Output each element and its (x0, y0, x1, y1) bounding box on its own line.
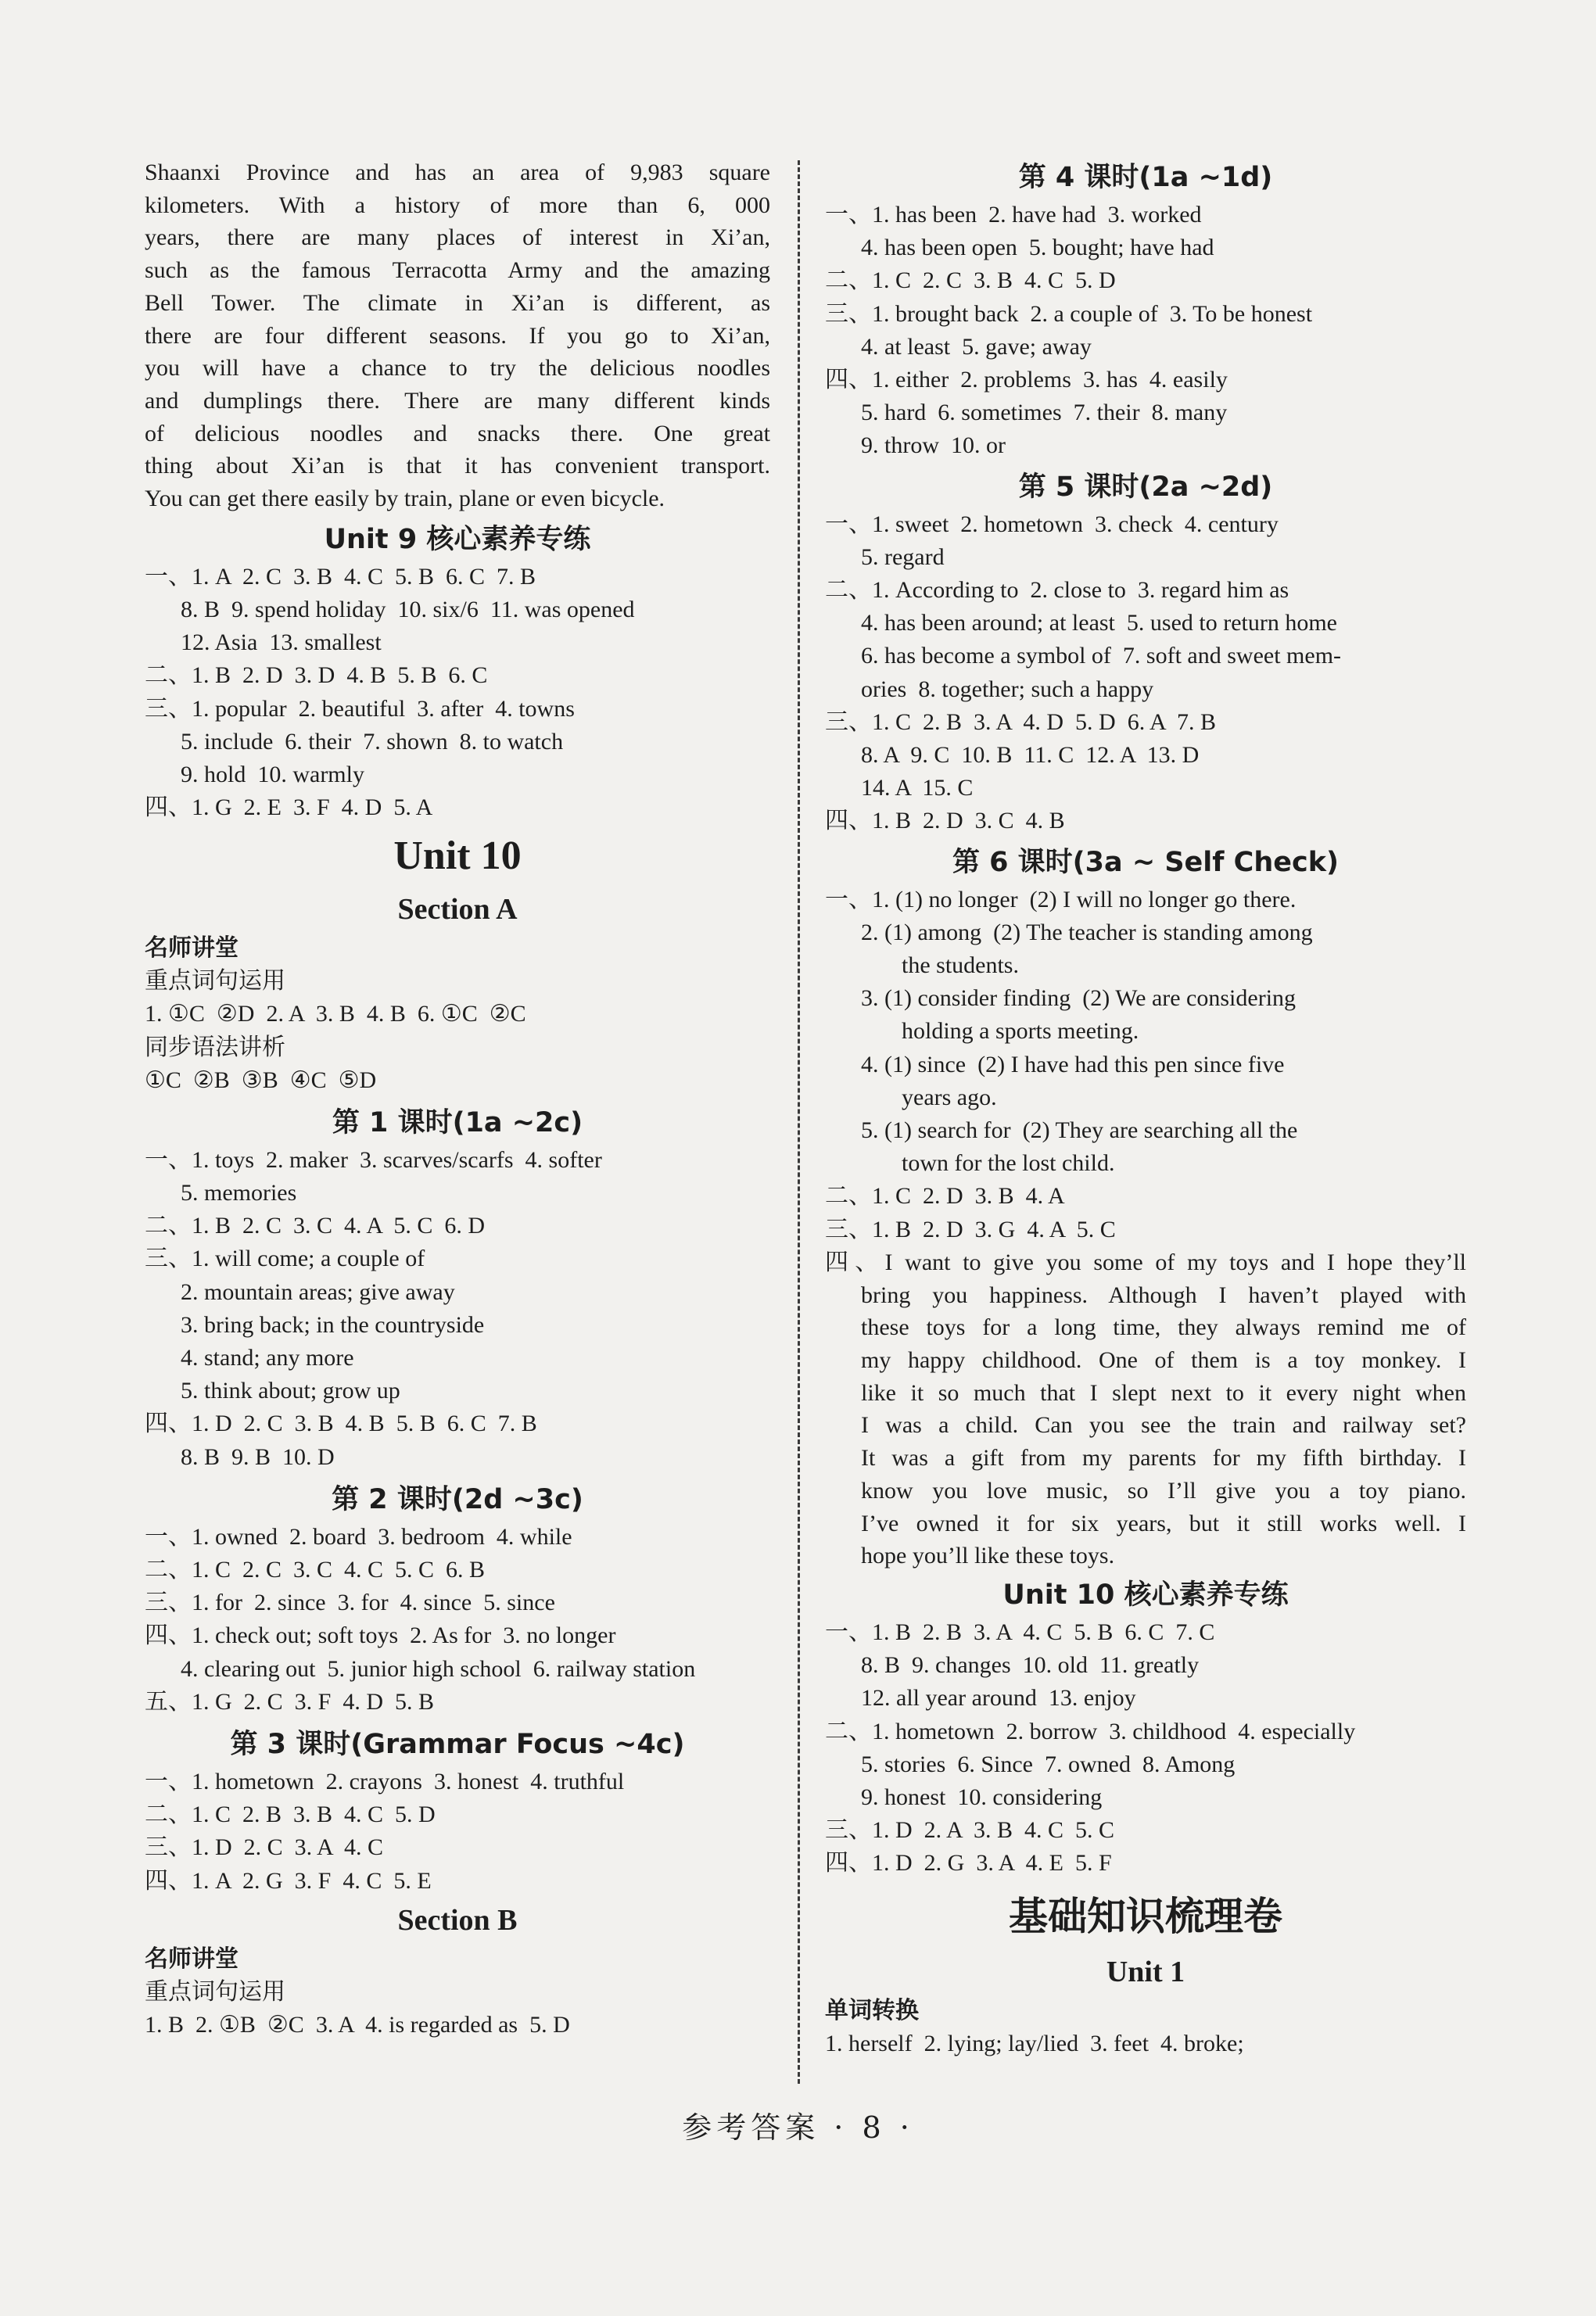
essay-line: 四、I want to give you some of my toys and I hope they’ll (825, 1249, 1466, 1275)
answer-line: 二、1. C 2. C 3. C 4. C 5. C 6. B (145, 1557, 486, 1583)
page-footer: 参考答案 · 8 · (682, 2110, 914, 2145)
answer-line: 三、1. will come; a couple of (145, 1246, 425, 1272)
answer-line: 三、1. for 2. since 3. for 4. since 5. since (145, 1590, 555, 1616)
answer-line: 二、1. B 2. D 3. D 4. B 5. B 6. C (145, 662, 488, 689)
answer-line: 二、1. C 2. D 3. B 4. A (825, 1183, 1065, 1210)
zhongdian-b-answers: 1. B 2. ①B ②C 3. A 4. is regarded as 5. D (145, 2011, 570, 2038)
unit10-core-title: Unit 10 核心素养专练 (1002, 1579, 1289, 1611)
answer-line: 二、1. C 2. C 3. B 4. C 5. D (825, 267, 1116, 294)
lesson3-answers (145, 1766, 770, 1898)
answer-line: 3. (1) consider finding (2) We are considering (861, 985, 1297, 1012)
passage-line: of delicious noodles and snacks there. One great (145, 420, 770, 446)
answer-line: 三、1. brought back 2. a couple of 3. To be honest (825, 300, 1313, 327)
lesson2-answers (145, 1521, 770, 1719)
answer-line: 五、1. G 2. C 3. F 4. D 5. B (145, 1688, 435, 1715)
answer-line: 三、1. popular 2. beautiful 3. after 4. towns (145, 695, 575, 722)
answer-line: years ago. (902, 1084, 997, 1110)
answer-line: 二、1. According to 2. close to 3. regard him as (825, 577, 1289, 604)
lesson4-answers (825, 199, 1466, 463)
section-a-title: Section A (397, 893, 518, 927)
zhongdian-b-label: 重点词句运用 (145, 1977, 285, 2006)
essay-line: these toys for a long time, they always remind me of (861, 1314, 1466, 1341)
passage-line: such as the famous Terracotta Army and the amazing (145, 257, 770, 284)
answer-line: 4. clearing out 5. junior high school 6. railway station (181, 1655, 696, 1682)
answer-line: 一、1. (1) no longer (2) I will no longer go there. (825, 886, 1297, 912)
answer-line: 四、1. A 2. G 3. F 4. C 5. E (145, 1867, 432, 1894)
answer-line: 9. hold 10. warmly (181, 761, 364, 787)
answer-line: 5. regard (861, 543, 945, 570)
answer-line: 三、1. D 2. C 3. A 4. C (145, 1834, 384, 1861)
answer-line: 8. B 9. B 10. D (181, 1443, 335, 1470)
answer-line: 9. honest 10. considering (861, 1784, 1103, 1810)
essay-line: It was a gift from my parents for my fifth birthday. I (861, 1445, 1466, 1472)
lesson3-title: 第 3 课时(Grammar Focus ~4c) (230, 1729, 685, 1761)
mingshi-b-label: 名师讲堂 (145, 1945, 239, 1973)
column-divider (798, 160, 800, 2084)
passage-line: you will have a chance to try the delicious noodles (145, 355, 770, 382)
answer-line: 5. memories (181, 1179, 297, 1206)
unit10-title: Unit 10 (393, 834, 522, 879)
passage-line: years, there are many places of interest in Xi’an, (145, 224, 770, 251)
answer-line: the students. (902, 952, 1019, 979)
answer-line: 四、1. either 2. problems 3. has 4. easily (825, 367, 1228, 393)
answer-line: 一、1. A 2. C 3. B 4. C 5. B 6. C 7. B (145, 563, 536, 590)
answer-line: town for the lost child. (902, 1150, 1115, 1177)
passage-line: thing about Xi’an is that it has convenient transport. (145, 453, 770, 479)
lesson1-title: 第 1 课时(1a ~2c) (332, 1106, 583, 1138)
danci-label: 单词转换 (825, 1996, 919, 2024)
answer-line: ories 8. together; such a happy (861, 676, 1154, 702)
answer-line: 一、1. has been 2. have had 3. worked (825, 202, 1202, 228)
essay-line: I was a child. Can you see the train and railway set? (861, 1412, 1466, 1439)
left-column (145, 156, 770, 2042)
danci-answers: 1. herself 2. lying; lay/lied 3. feet 4. broke; (825, 2030, 1244, 2056)
lesson5-title: 第 5 课时(2a ~2d) (1018, 471, 1273, 503)
section-b-title: Section B (397, 1903, 518, 1937)
answer-line: 5. hard 6. sometimes 7. their 8. many (861, 400, 1228, 426)
unit9-answers (145, 561, 770, 825)
essay-line: hope you’ll like these toys. (861, 1543, 1115, 1569)
right-column (825, 156, 1466, 2060)
lesson4-title: 第 4 课时(1a ~1d) (1018, 162, 1273, 193)
zhongdian-answers: 1. ①C ②D 2. A 3. B 4. B 6. ①C ②C (145, 1001, 526, 1027)
answer-line: 二、1. C 2. B 3. B 4. C 5. D (145, 1802, 436, 1828)
mingshi-label: 名师讲堂 (145, 934, 239, 963)
tongbu-answers: ①C ②B ③B ④C ⑤D (145, 1067, 377, 1093)
answer-line: 三、1. C 2. B 3. A 4. D 5. D 6. A 7. B (825, 708, 1217, 735)
answer-line: 4. has been open 5. bought; have had (861, 235, 1214, 261)
unit10-core-answers (825, 1616, 1466, 1880)
writing-essay (825, 1246, 1466, 1572)
unit9-core-title: Unit 9 核心素养专练 (324, 523, 591, 555)
answer-line: 二、1. B 2. C 3. C 4. A 5. C 6. D (145, 1213, 486, 1239)
answer-line: 8. B 9. spend holiday 10. six/6 11. was opened (181, 596, 635, 622)
tongbu-label: 同步语法讲析 (145, 1033, 285, 1061)
reading-passage (145, 156, 770, 515)
jichu-title: 基础知识梳理卷 (1009, 1893, 1282, 1939)
answer-line: 12. all year around 13. enjoy (861, 1685, 1136, 1712)
answer-line: 4. has been around; at least 5. used to return home (861, 610, 1337, 636)
answer-line: 2. (1) among (2) The teacher is standing among (861, 919, 1313, 945)
essay-line: I’ve owned it for six years, but it still works well. I (861, 1510, 1466, 1536)
answer-line: 四、1. check out; soft toys 2. As for 3. no longer (145, 1622, 616, 1649)
answer-line: 14. A 15. C (861, 775, 974, 801)
lesson5-answers (825, 508, 1466, 838)
answer-line: 5. think about; grow up (181, 1378, 400, 1404)
answer-line: 三、1. D 2. A 3. B 4. C 5. C (825, 1817, 1115, 1844)
answer-line: 8. B 9. changes 10. old 11. greatly (861, 1652, 1200, 1679)
answer-line: 4. stand; any more (181, 1344, 354, 1371)
answer-line: 一、1. B 2. B 3. A 4. C 5. B 6. C 7. C (825, 1619, 1215, 1645)
essay-line: like it so much that I slept next to it every night when (861, 1379, 1466, 1406)
answer-line: 四、1. B 2. D 3. C 4. B (825, 808, 1065, 834)
passage-line: kilometers. With a history of more than 6, 000 (145, 192, 770, 218)
passage-line: there are four different seasons. If you go to Xi’an, (145, 322, 770, 349)
essay-line: my happy childhood. One of them is a toy monkey. I (861, 1347, 1466, 1373)
answer-line: 9. throw 10. or (861, 432, 1006, 459)
answer-line: 二、1. hometown 2. borrow 3. childhood 4. especially (825, 1718, 1356, 1744)
answer-line: 一、1. toys 2. maker 3. scarves/scarfs 4. softer (145, 1146, 602, 1173)
lesson6-answers (825, 884, 1466, 1246)
lesson2-title: 第 2 课时(2d ~3c) (332, 1483, 583, 1515)
answer-line: 一、1. owned 2. board 3. bedroom 4. while (145, 1523, 572, 1550)
answer-line: 四、1. D 2. G 3. A 4. E 5. F (825, 1850, 1112, 1877)
answer-line: 12. Asia 13. smallest (181, 629, 382, 656)
answer-line: 5. stories 6. Since 7. owned 8. Among (861, 1751, 1236, 1777)
answer-line: 三、1. B 2. D 3. G 4. A 5. C (825, 1216, 1116, 1242)
lesson1-answers (145, 1144, 770, 1474)
lesson6-title: 第 6 课时(3a ~ Self Check) (952, 846, 1340, 878)
answer-line: 3. bring back; in the countryside (181, 1311, 485, 1338)
answer-line: 一、1. hometown 2. crayons 3. honest 4. truthful (145, 1769, 625, 1795)
answer-line: 5. (1) search for (2) They are searching all the (861, 1117, 1298, 1144)
answer-line: 4. (1) since (2) I have had this pen since five (861, 1051, 1285, 1077)
answer-line: 四、1. D 2. C 3. B 4. B 5. B 6. C 7. B (145, 1411, 537, 1437)
essay-line: bring you happiness. Although I haven’t played with (861, 1282, 1466, 1308)
passage-line: Bell Tower. The climate in Xi’an is different, as (145, 289, 770, 316)
zhongdian-label: 重点词句运用 (145, 967, 285, 995)
answer-line: 一、1. sweet 2. hometown 3. check 4. century (825, 511, 1279, 537)
answer-line: 5. include 6. their 7. shown 8. to watch (181, 728, 564, 755)
answer-line: 2. mountain areas; give away (181, 1278, 455, 1305)
answer-line: holding a sports meeting. (902, 1018, 1139, 1045)
essay-line: know you love music, so I’ll give you a toy piano. (861, 1477, 1466, 1504)
unit1-title: Unit 1 (1106, 1955, 1185, 1988)
answer-line: 6. has become a symbol of 7. soft and sweet mem- (861, 643, 1342, 669)
answer-line: 8. A 9. C 10. B 11. C 12. A 13. D (861, 742, 1200, 769)
passage-line: and dumplings there. There are many different kinds (145, 387, 770, 414)
passage-line: Shaanxi Province and has an area of 9,983 square (145, 160, 770, 185)
passage-line: You can get there easily by train, plane or even bicycle. (145, 486, 665, 512)
answer-line: 4. at least 5. gave; away (861, 333, 1092, 360)
answer-line: 四、1. G 2. E 3. F 4. D 5. A (145, 794, 433, 821)
